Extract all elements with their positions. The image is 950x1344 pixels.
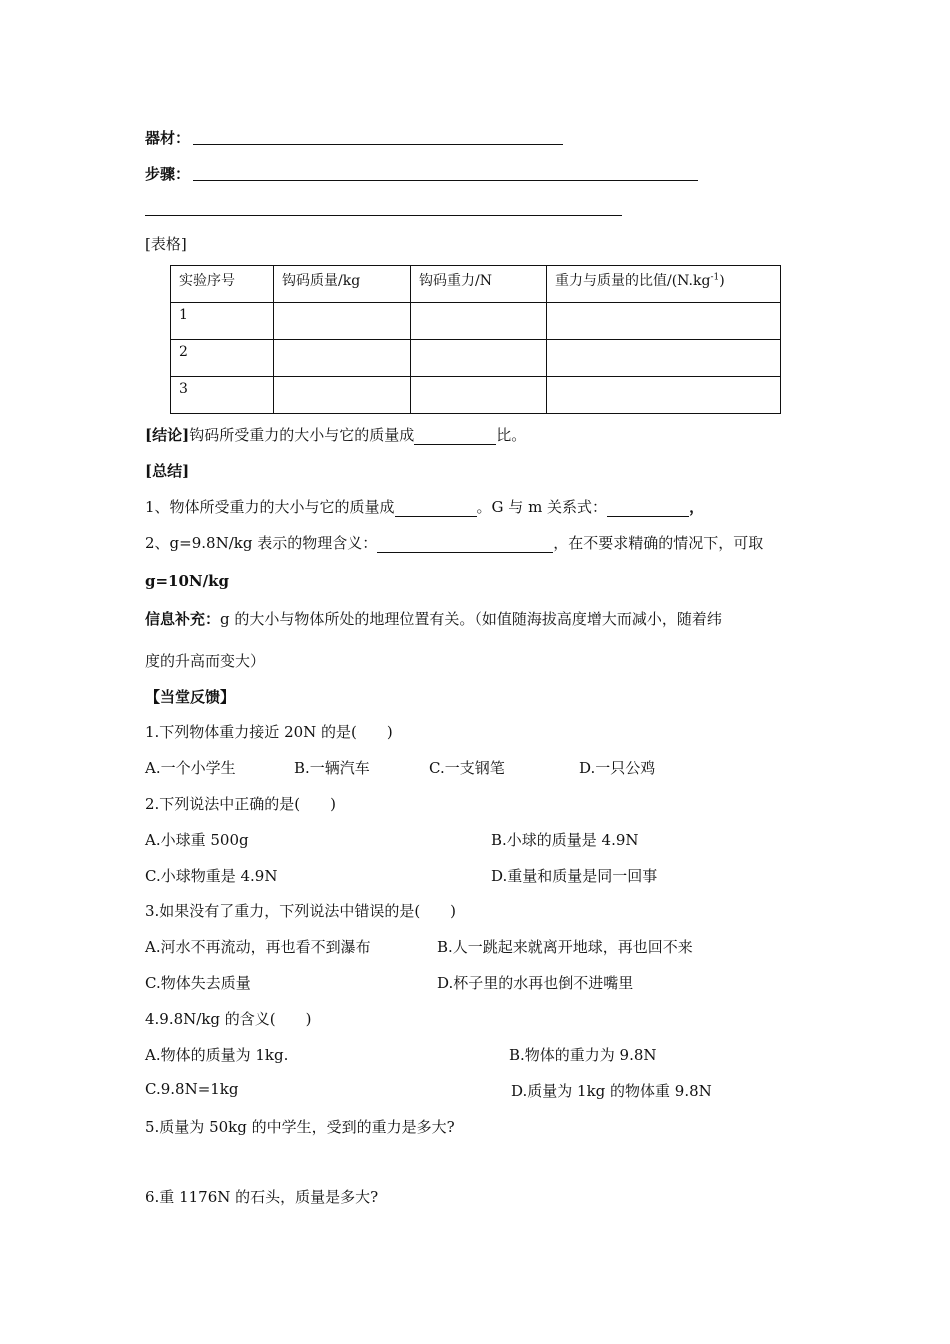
info-text-1: g 的大小与物体所处的地理位置有关。（如值随海拔高度增大而减小，随着纬 bbox=[220, 610, 722, 628]
header-mass: 钩码质量/kg bbox=[274, 266, 411, 303]
q1-option-b[interactable]: B.一辆汽车 bbox=[294, 759, 370, 777]
summary-blank-formula[interactable] bbox=[607, 502, 689, 517]
q3-option-c[interactable]: C.物体失去质量 bbox=[145, 974, 251, 992]
summary-blank-proportion[interactable] bbox=[395, 502, 477, 517]
question-3: 3.如果没有了重力，下列说法中错误的是( ) bbox=[145, 902, 457, 920]
q4-option-c[interactable]: C.9.8N=1kg bbox=[145, 1080, 239, 1098]
question-5: 5.质量为 50kg 的中学生，受到的重力是多大? bbox=[145, 1118, 455, 1136]
materials-label: 器材： bbox=[145, 129, 191, 147]
table-section-label: [表格] bbox=[145, 235, 187, 253]
summary-item-1-text: 1、物体所受重力的大小与它的质量成 bbox=[145, 498, 395, 516]
cell-weight[interactable] bbox=[411, 377, 547, 414]
header-weight: 钩码重力/N bbox=[411, 266, 547, 303]
q4-option-b[interactable]: B.物体的重力为 9.8N bbox=[509, 1046, 657, 1064]
cell-mass[interactable] bbox=[274, 303, 411, 340]
table-row bbox=[171, 303, 781, 340]
summary-item-1-mid: 。G 与 m 关系式： bbox=[476, 498, 608, 516]
q2-option-c[interactable]: C.小球物重是 4.9N bbox=[145, 867, 278, 885]
header-ratio: 重力与质量的比值$/(N.kg^{-1})$ bbox=[547, 266, 781, 303]
cell-ratio[interactable] bbox=[547, 340, 781, 377]
data-table bbox=[170, 265, 781, 414]
summary-item-1-end: ， bbox=[689, 498, 705, 516]
q3-option-d[interactable]: D.杯子里的水再也倒不进嘴里 bbox=[437, 974, 634, 992]
conclusion-end: 比。 bbox=[496, 426, 527, 444]
summary-item-1 bbox=[145, 496, 704, 517]
q3-option-a[interactable]: A.河水不再流动，再也看不到瀑布 bbox=[145, 938, 371, 956]
materials-blank[interactable] bbox=[193, 144, 563, 145]
cell-ratio[interactable] bbox=[547, 303, 781, 340]
summary-item-2 bbox=[145, 532, 763, 553]
cell-ratio[interactable] bbox=[547, 377, 781, 414]
steps-blank-2[interactable] bbox=[145, 215, 622, 216]
row-number: 1 bbox=[171, 303, 274, 340]
cell-weight[interactable] bbox=[411, 340, 547, 377]
question-6: 6.重 1176N 的石头，质量是多大? bbox=[145, 1188, 379, 1206]
q2-option-a[interactable]: A.小球重 500g bbox=[145, 831, 249, 849]
q1-option-a[interactable]: A.一个小学生 bbox=[145, 759, 236, 777]
cell-mass[interactable] bbox=[274, 377, 411, 414]
q3-option-b[interactable]: B.人一跳起来就离开地球，再也回不来 bbox=[437, 938, 693, 956]
conclusion-tag: [结论] bbox=[145, 426, 190, 444]
conclusion-blank[interactable] bbox=[414, 430, 496, 445]
question-4: 4.9.8N/kg 的含义( ) bbox=[145, 1010, 312, 1028]
table-row bbox=[171, 340, 781, 377]
info-line-1 bbox=[145, 608, 722, 629]
q2-option-d[interactable]: D.重量和质量是同一回事 bbox=[491, 867, 658, 885]
summary-item-2-cont: g=10N/kg bbox=[145, 572, 230, 590]
steps-label: 步骤： bbox=[145, 165, 191, 183]
row-number: 3 bbox=[171, 377, 274, 414]
q4-option-a[interactable]: A.物体的质量为 1kg. bbox=[145, 1046, 289, 1064]
summary-label: [总结] bbox=[145, 462, 190, 480]
q1-option-c[interactable]: C.一支钢笔 bbox=[429, 759, 505, 777]
row-number: 2 bbox=[171, 340, 274, 377]
info-text-2: 度的升高而变大） bbox=[145, 652, 266, 670]
question-2: 2.下列说法中正确的是( ) bbox=[145, 795, 337, 813]
cell-weight[interactable] bbox=[411, 303, 547, 340]
info-label: 信息补充： bbox=[145, 610, 221, 628]
q2-option-b[interactable]: B.小球的质量是 4.9N bbox=[491, 831, 639, 849]
table-header-row bbox=[171, 266, 781, 303]
conclusion-line bbox=[145, 424, 526, 445]
q4-option-d[interactable]: D.质量为 1kg 的物体重 9.8N bbox=[511, 1082, 712, 1100]
table-row bbox=[171, 377, 781, 414]
cell-mass[interactable] bbox=[274, 340, 411, 377]
question-1: 1.下列物体重力接近 20N 的是( ) bbox=[145, 723, 393, 741]
q1-option-d[interactable]: D.一只公鸡 bbox=[579, 759, 656, 777]
summary-item-2-after: ，在不要求精确的情况下，可取 bbox=[553, 534, 764, 552]
feedback-label: 【当堂反馈】 bbox=[145, 688, 236, 706]
conclusion-text: 钩码所受重力的大小与它的质量成 bbox=[189, 426, 415, 444]
summary-item-2-text: 2、g=9.8N/kg 表示的物理含义： bbox=[145, 534, 378, 552]
steps-blank[interactable] bbox=[193, 180, 698, 181]
header-trial: 实验序号 bbox=[171, 266, 274, 303]
summary-blank-meaning[interactable] bbox=[377, 538, 553, 553]
